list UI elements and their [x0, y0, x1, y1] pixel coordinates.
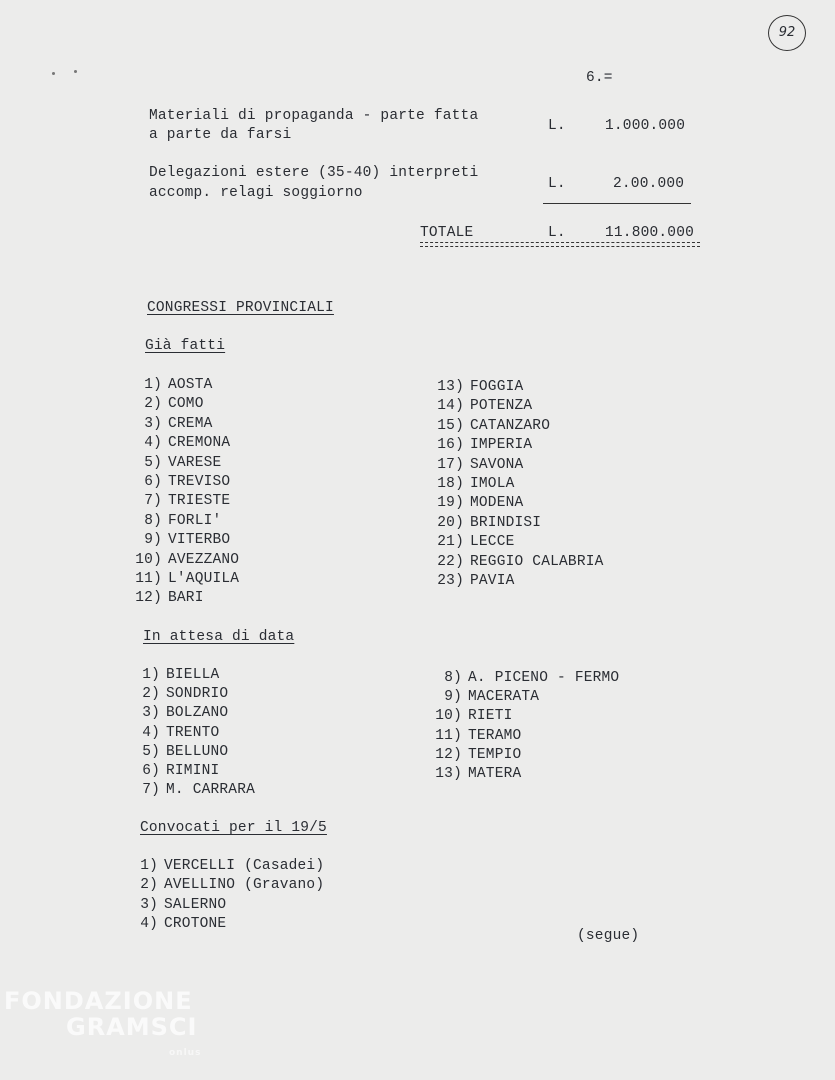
list-item-number: 3) [140, 896, 158, 913]
list-item-name: M. CARRARA [166, 782, 256, 799]
in-attesa-title: In attesa di data [143, 629, 295, 645]
list-item-name: SONDRIO [166, 686, 229, 703]
expense-2-currency: L. [548, 176, 566, 192]
list-item-number: 15) [437, 417, 464, 434]
expense-2-line1: Delegazioni estere (35-40) interpreti [149, 165, 479, 181]
list-item-name: RIETI [468, 708, 513, 725]
list-item [124, 725, 219, 741]
list-item-name: COMO [168, 396, 204, 413]
list-item-name: MODENA [470, 495, 524, 512]
list-item-number: 1) [142, 667, 160, 683]
list-item [424, 728, 521, 744]
convocati-title: Convocati per il 19/5 [140, 820, 327, 836]
list-item-name: VERCELLI (Casadei) [164, 858, 325, 874]
list-item-number: 5) [142, 743, 160, 760]
paper-mark [52, 72, 55, 75]
list-item [424, 670, 619, 686]
list-item-name: AOSTA [168, 377, 213, 393]
list-item [126, 474, 230, 490]
list-item-number: 20) [437, 514, 464, 531]
list-item-number: 11) [435, 727, 462, 744]
list-item-name: VARESE [168, 454, 222, 471]
list-item-number: 18) [437, 476, 464, 492]
list-item-number: 22) [437, 553, 464, 570]
list-item-name: TREVISO [168, 474, 231, 490]
list-item-name: LECCE [470, 534, 515, 551]
paper-mark [74, 70, 77, 73]
list-item [426, 476, 515, 492]
list-item-number: 12) [435, 746, 462, 763]
list-item-number: 10) [135, 551, 162, 568]
list-item-number: 4) [142, 724, 160, 741]
list-item-number: 13) [435, 766, 462, 782]
list-item-name: BOLZANO [166, 705, 229, 722]
list-item [126, 552, 239, 568]
list-item [126, 493, 230, 509]
list-item [426, 515, 541, 531]
list-item-number: 4) [144, 435, 162, 452]
list-item [122, 897, 226, 913]
list-item-number: 9) [444, 689, 462, 706]
continues-note: (segue) [577, 928, 640, 944]
list-item-name: REGGIO CALABRIA [470, 553, 604, 570]
list-item-number: 19) [437, 495, 464, 512]
list-item [122, 916, 226, 932]
list-item [424, 689, 539, 705]
list-item-name: CREMONA [168, 435, 231, 452]
list-item-name: A. PICENO - FERMO [468, 670, 620, 686]
watermark-line2: GRAMSCI [66, 1013, 198, 1041]
list-item [124, 782, 255, 798]
list-item-number: 21) [437, 534, 464, 551]
expense-2-line2: accomp. relagi soggiorno [149, 185, 363, 201]
list-item-name: CREMA [168, 415, 213, 432]
list-item-name: TERAMO [468, 727, 522, 744]
list-item [426, 418, 550, 434]
list-item-name: CATANZARO [470, 417, 551, 434]
page-number: 6.= [586, 70, 613, 86]
list-item-number: 23) [437, 573, 464, 589]
list-item-number: 1) [144, 377, 162, 393]
list-item-name: MACERATA [468, 689, 540, 706]
list-item-number: 11) [135, 571, 162, 587]
list-item-number: 8) [444, 670, 462, 686]
list-item-name: POTENZA [470, 398, 533, 415]
list-item-name: SAVONA [470, 456, 524, 473]
total-label: TOTALE [420, 225, 474, 241]
subtotal-rule [543, 203, 691, 204]
list-item-name: AVEZZANO [168, 551, 240, 568]
list-item-number: 10) [435, 708, 462, 725]
list-item [426, 379, 523, 395]
list-item-number: 5) [144, 454, 162, 471]
list-item [126, 435, 230, 451]
list-item-number: 14) [437, 398, 464, 415]
expense-1-line2: a parte da farsi [149, 127, 292, 143]
list-item-number: 3) [144, 415, 162, 432]
list-item [126, 590, 204, 606]
list-item-name: MATERA [468, 766, 522, 782]
list-item [426, 534, 515, 550]
list-item-name: BIELLA [166, 667, 220, 683]
list-item-name: PAVIA [470, 573, 515, 589]
expense-1-line1: Materiali di propaganda - parte fatta [149, 108, 479, 124]
list-item [126, 396, 204, 412]
list-item [126, 416, 213, 432]
list-item-number: 8) [144, 512, 162, 529]
list-item-number: 2) [142, 686, 160, 703]
list-item-name: IMOLA [470, 476, 515, 492]
archive-number-stamp: 92 [768, 15, 806, 51]
list-item-name: SALERNO [164, 896, 227, 913]
list-item-number: 2) [144, 396, 162, 413]
list-item-number: 9) [144, 532, 162, 549]
list-item-name: BELLUNO [166, 743, 229, 760]
list-item [426, 573, 515, 589]
list-item [122, 877, 324, 893]
list-item-number: 3) [142, 705, 160, 722]
list-item-number: 7) [142, 782, 160, 799]
list-item-name: FOGGIA [470, 379, 524, 395]
total-amount: 11.800.000 [605, 225, 695, 241]
list-item-name: FORLI' [168, 512, 222, 529]
list-item [424, 747, 521, 763]
list-item-number: 1) [140, 858, 158, 874]
list-item [124, 705, 228, 721]
section-title: CONGRESSI PROVINCIALI [147, 300, 334, 316]
total-currency: L. [548, 225, 566, 241]
list-item-name: TRENTO [166, 724, 220, 741]
list-item [126, 455, 221, 471]
list-item-number: 16) [437, 437, 464, 454]
fondazione-gramsci-watermark [4, 988, 201, 1066]
list-item-name: CROTONE [164, 915, 227, 932]
list-item-name: RIMINI [166, 763, 220, 779]
list-item [426, 437, 532, 453]
list-item [122, 858, 324, 874]
list-item [426, 554, 604, 570]
list-item [424, 766, 521, 782]
list-item-name: L'AQUILA [168, 571, 240, 587]
list-item-name: TRIESTE [168, 493, 231, 510]
list-item-number: 7) [144, 493, 162, 510]
list-item [424, 708, 513, 724]
total-double-rule [420, 242, 700, 247]
list-item-name: IMPERIA [470, 437, 533, 454]
list-item [124, 667, 219, 683]
list-item-name: VITERBO [168, 532, 231, 549]
list-item [126, 571, 239, 587]
list-item [426, 398, 532, 414]
watermark-sub: onlus [169, 1048, 202, 1058]
list-item-number: 6) [142, 763, 160, 779]
list-item [124, 744, 228, 760]
list-item [126, 513, 221, 529]
watermark-line1: FONDAZIONE [4, 987, 193, 1015]
list-item-name: BRINDISI [470, 514, 542, 531]
list-item-number: 13) [437, 379, 464, 395]
list-item-name: BARI [168, 590, 204, 607]
list-item-name: TEMPIO [468, 746, 522, 763]
list-item [126, 377, 213, 393]
list-item [426, 495, 523, 511]
list-item [126, 532, 230, 548]
list-item-number: 17) [437, 456, 464, 473]
list-item [124, 686, 228, 702]
expense-2-amount: 2.00.000 [613, 176, 685, 192]
list-item-name: AVELLINO (Gravano) [164, 877, 325, 894]
list-item-number: 4) [140, 915, 158, 932]
expense-1-amount: 1.000.000 [605, 118, 686, 134]
list-item [124, 763, 219, 779]
list-item [426, 457, 523, 473]
list-item-number: 6) [144, 474, 162, 490]
list-item-number: 12) [135, 590, 162, 607]
list-item-number: 2) [140, 877, 158, 894]
gia-fatti-title: Già fatti [145, 338, 226, 354]
expense-1-currency: L. [548, 118, 566, 134]
